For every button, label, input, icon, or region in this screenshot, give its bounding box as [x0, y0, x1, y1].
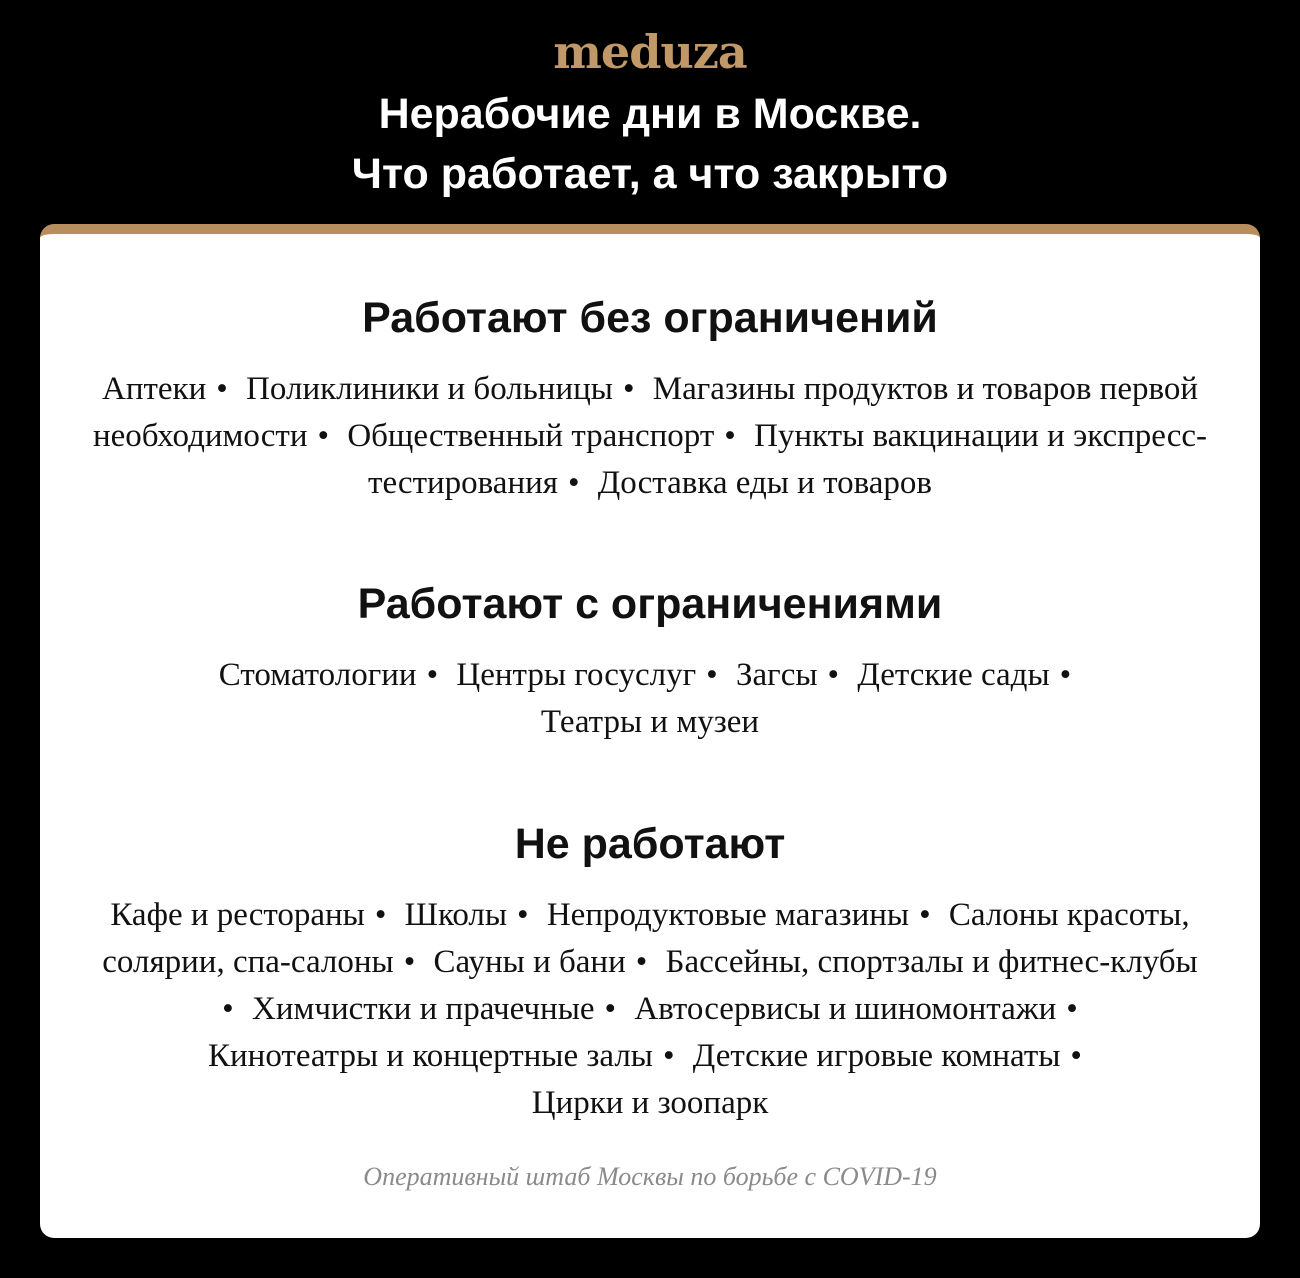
list-item: Стоматологии [218, 657, 417, 693]
list-item: Аптеки [102, 371, 207, 407]
bullet-separator: • [517, 897, 529, 933]
meduza-logo: meduza [553, 25, 747, 79]
bullet-separator: • [317, 418, 330, 454]
list-item: Общественный транспорт [347, 418, 715, 454]
list-item: Театры и музеи [540, 704, 760, 740]
bullet-separator: • [1070, 1038, 1082, 1074]
bullet-separator: • [374, 897, 387, 933]
list-item: Доставка еды и товаров [597, 465, 932, 501]
bullet-separator: • [1066, 991, 1078, 1027]
section-title-restricted: Работают с ограничениями [357, 580, 943, 628]
bullet-separator: • [216, 371, 228, 407]
bullet-separator: • [604, 991, 617, 1027]
list-item: Загсы [735, 657, 818, 693]
list-item: Поликлиники и больницы [246, 371, 613, 407]
list-item: Цирки и зоопарк [531, 1085, 769, 1121]
list-item: Центры госуслуг [456, 657, 697, 693]
list-item: Химчистки и прачечные [251, 991, 595, 1027]
list-item: Детские игровые комнаты [692, 1038, 1061, 1074]
info-card [40, 224, 1260, 1238]
bullet-separator: • [662, 1038, 675, 1074]
bullet-separator: • [567, 465, 580, 501]
bullet-separator: • [919, 897, 931, 933]
bullet-separator: • [622, 371, 635, 407]
list-item: Непродуктовые магазины [546, 897, 910, 933]
section-title-closed: Не работают [514, 820, 786, 868]
bullet-separator: • [1059, 657, 1072, 693]
list-item: Сауны и бани [433, 944, 626, 980]
section-items-restricted [90, 652, 1210, 746]
list-item: Детские сады [857, 657, 1050, 693]
list-item: Бассейны, спортзалы и фитнес-клубы [665, 944, 1198, 980]
list-item: Кинотеатры и концертные залы [208, 1038, 653, 1074]
section-items-unrestricted [90, 366, 1210, 507]
list-item: Пункты вакцинации и экспресс-тестирования [368, 418, 1208, 501]
list-item: Школы [404, 897, 508, 933]
bullet-separator: • [724, 418, 736, 454]
bullet-separator: • [827, 657, 840, 693]
list-item: Салоны красоты, солярии, спа-салоны [102, 897, 1190, 980]
page-title-line-2: Что работает, а что закрыто [351, 150, 949, 198]
source-note: Оперативный штаб Москвы по борьбе с COVID-19 [363, 1162, 937, 1191]
section-title-unrestricted: Работают без ограничений [362, 294, 938, 342]
list-item: Автосервисы и шиномонтажи [634, 991, 1057, 1027]
bullet-separator: • [222, 991, 234, 1027]
header [0, 0, 1300, 225]
bullet-separator: • [706, 657, 718, 693]
page-title-line-1: Нерабочие дни в Москве. [378, 90, 922, 138]
bullet-separator: • [635, 944, 648, 980]
list-item: Магазины продуктов и товаров первой необходимости [92, 371, 1198, 454]
bullet-separator: • [426, 657, 439, 693]
bullet-separator: • [403, 944, 416, 980]
section-items-closed [90, 892, 1210, 1127]
page-title [0, 84, 1300, 204]
list-item: Кафе и рестораны [110, 897, 365, 933]
